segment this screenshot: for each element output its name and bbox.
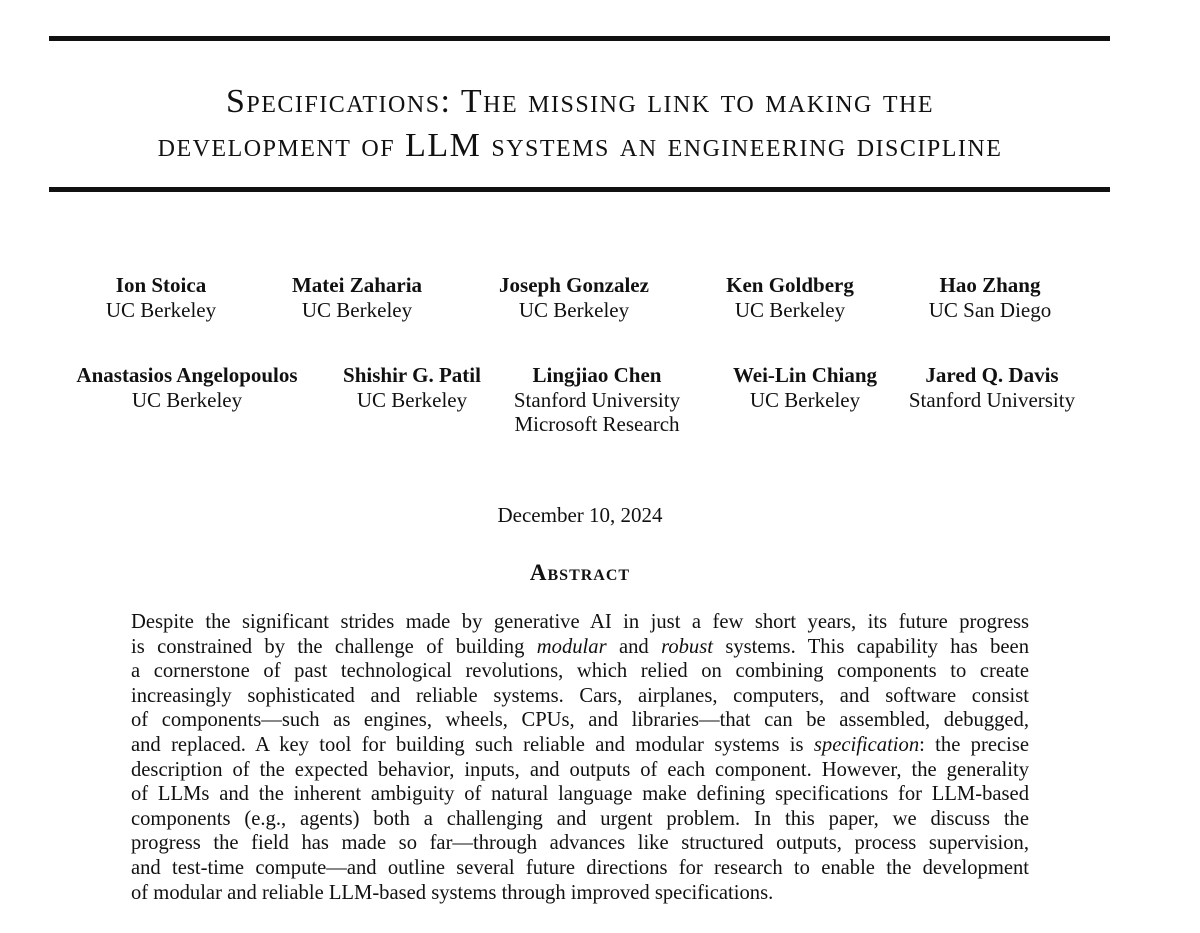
abstract-line bbox=[131, 807, 1029, 832]
author-affiliation: Stanford University bbox=[908, 387, 1076, 412]
abstract-line bbox=[131, 733, 1029, 758]
abstract-text: and test-time compute—and outline several future directions for research to enable the development bbox=[131, 856, 1029, 879]
bottom-rule bbox=[49, 187, 1110, 192]
publication-date: December 10, 2024 bbox=[497, 503, 663, 527]
abstract-line bbox=[131, 782, 1029, 807]
abstract-line bbox=[131, 610, 1029, 635]
title-line-2: development of LLM systems an engineering discipline bbox=[157, 127, 1003, 164]
abstract-text: of components—such as engines, wheels, CPUs, and libraries—that can be assembled, debugged, bbox=[131, 709, 1029, 732]
author-name: Jared Q. Davis bbox=[925, 363, 1059, 387]
author-name: Joseph Gonzalez bbox=[499, 273, 649, 297]
abstract-text: is constrained by the challenge of building bbox=[131, 635, 537, 658]
author-name: Hao Zhang bbox=[939, 273, 1041, 297]
author-block bbox=[312, 363, 512, 412]
abstract-text: increasingly sophisticated and reliable systems. Cars, airplanes, computers, and software consist bbox=[131, 684, 1029, 707]
author-block bbox=[892, 363, 1092, 412]
paper-title bbox=[30, 80, 1130, 168]
author-affiliation: UC Berkeley bbox=[518, 297, 630, 322]
author-affiliation: UC Berkeley bbox=[301, 297, 413, 322]
author-name: Lingjiao Chen bbox=[532, 363, 662, 387]
abstract-text: and bbox=[606, 635, 662, 658]
author-name: Ion Stoica bbox=[115, 273, 207, 297]
abstract-text: Despite the significant strides made by generative AI in just a few short years, its future progress bbox=[131, 611, 1029, 633]
abstract-text: components (e.g., agents) both a challenging and urgent problem. In this paper, we discuss the bbox=[131, 807, 1029, 830]
author-affiliation: UC Berkeley bbox=[734, 297, 846, 322]
abstract-body bbox=[131, 610, 1029, 905]
abstract-text: progress the field has made so far—through advances like structured outputs, process supervision, bbox=[131, 832, 1029, 855]
author-affiliation: UC Berkeley bbox=[105, 297, 217, 322]
author-block bbox=[690, 273, 890, 322]
author-block bbox=[890, 273, 1090, 322]
author-name: Shishir G. Patil bbox=[343, 363, 481, 387]
author-affiliation: UC Berkeley bbox=[749, 387, 861, 412]
author-block bbox=[257, 273, 457, 322]
abstract-line bbox=[131, 881, 1029, 906]
abstract-line bbox=[131, 831, 1029, 856]
author-name: Anastasios Angelopoulos bbox=[76, 363, 298, 387]
abstract-text: : the precise bbox=[919, 733, 1029, 756]
abstract-text: a cornerstone of past technological revolutions, which relied on combining components to create bbox=[131, 660, 1029, 683]
author-block bbox=[47, 363, 327, 412]
author-block bbox=[474, 273, 674, 322]
title-line-1: Specifications: The missing link to making the bbox=[225, 83, 935, 120]
abstract-text: of modular and reliable LLM-based systems through improved specifications. bbox=[131, 881, 774, 904]
abstract-line bbox=[131, 659, 1029, 684]
abstract-text: of LLMs and the inherent ambiguity of natural language make defining specifications for LLM-based bbox=[131, 783, 1029, 806]
author-affiliation: UC Berkeley bbox=[131, 387, 243, 412]
top-rule bbox=[49, 36, 1110, 41]
abstract-line bbox=[131, 708, 1029, 733]
author-affiliation: Stanford University bbox=[513, 387, 681, 412]
author-affiliation: UC San Diego bbox=[928, 297, 1052, 322]
author-block bbox=[705, 363, 905, 412]
abstract-line bbox=[131, 684, 1029, 709]
abstract-heading: Abstract bbox=[529, 560, 631, 585]
abstract-text: and replaced. A key tool for building such reliable and modular systems is bbox=[131, 733, 814, 756]
author-affiliation: Microsoft Research bbox=[514, 412, 680, 436]
abstract-emphasis: specification bbox=[813, 733, 920, 756]
author-name: Matei Zaharia bbox=[291, 273, 423, 297]
abstract-emphasis: modular bbox=[536, 635, 607, 658]
abstract-emphasis: robust bbox=[661, 635, 713, 658]
abstract-line bbox=[131, 758, 1029, 783]
author-block bbox=[61, 273, 261, 322]
author-name: Ken Goldberg bbox=[726, 273, 854, 297]
abstract-line bbox=[131, 856, 1029, 881]
abstract-text: systems. This capability has been bbox=[712, 635, 1029, 658]
author-name: Wei-Lin Chiang bbox=[732, 363, 878, 387]
author-affiliation: UC Berkeley bbox=[356, 387, 468, 412]
abstract-line bbox=[131, 635, 1029, 660]
abstract-text: description of the expected behavior, inputs, and outputs of each component. However, the generality bbox=[131, 758, 1029, 781]
author-block bbox=[497, 363, 697, 437]
